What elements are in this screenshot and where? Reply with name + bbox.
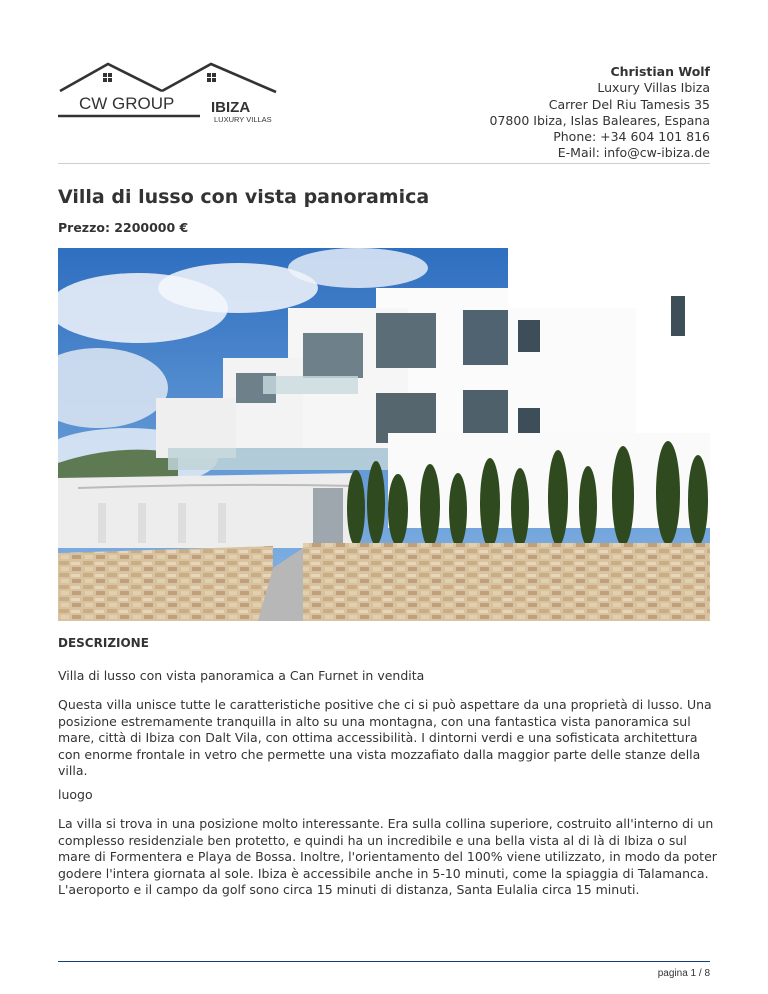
contact-city: 07800 Ibiza, Islas Baleares, Espana [489, 112, 710, 128]
location-label: luogo [58, 787, 93, 802]
contact-block [490, 64, 710, 162]
logo-brand-left: CW GROUP [79, 94, 175, 113]
villa-photo [58, 248, 710, 621]
page-number: pagina 1 / 8 [657, 968, 710, 979]
contact-phone[interactable]: Phone: +34 604 101 816 [553, 129, 710, 145]
contact-company: Luxury Villas Ibiza [597, 80, 710, 96]
footer-divider [58, 961, 710, 962]
contact-street: Carrer Del Riu Tamesis 35 [548, 96, 710, 112]
listing-price: Prezzo: 2200000 € [58, 220, 189, 235]
description-paragraph-1: Questa villa unisce tutte le caratteristiche positive che ci si può aspettare da una proprietà di lusso. Una posizione estremamente tranquilla in alto su una montagna, con una fantastica vista panoramica sul mare, città di Ibiza con Dalt Vila, con ottima accessibilità. I dintorni verdi e una sofisticata architettura con enorme frontale in vetro che permette una vista mozzafiato dalla maggior parte delle stanze della villa. [58, 697, 712, 778]
description-paragraph-2: La villa si trova in una posizione molto interessante. Era sulla collina superiore, costruito all'interno di un complesso residenziale ben protetto, e quindi ha un incredibile e una bella vista al di là di Ibiza o sul mare di Formentera e Playa de Bossa. Inoltre, l'orientamento del 100% viene utilizzato, in modo da poter godere l'intera giornata al sole. Ibiza è accessibile anche in 5-10 minuti, come la spiaggia di Talamanca. L'aeroporto e il campo da golf sono circa 15 minuti di distanza, Santa Eulalia circa 15 minuti. [58, 816, 717, 897]
header-divider [58, 163, 710, 164]
contact-name: Christian Wolf [610, 64, 710, 79]
logo-brand-right: IBIZA [211, 99, 251, 116]
company-logo [58, 58, 288, 128]
contact-email[interactable]: E-Mail: info@cw-ibiza.de [557, 145, 710, 161]
header [58, 58, 710, 161]
description-subtitle: Villa di lusso con vista panoramica a Can Furnet in vendita [58, 668, 425, 683]
description-heading: DESCRIZIONE [58, 636, 149, 650]
listing-title: Villa di lusso con vista panoramica [58, 186, 430, 208]
logo-brand-sub: LUXURY VILLAS [214, 115, 272, 124]
